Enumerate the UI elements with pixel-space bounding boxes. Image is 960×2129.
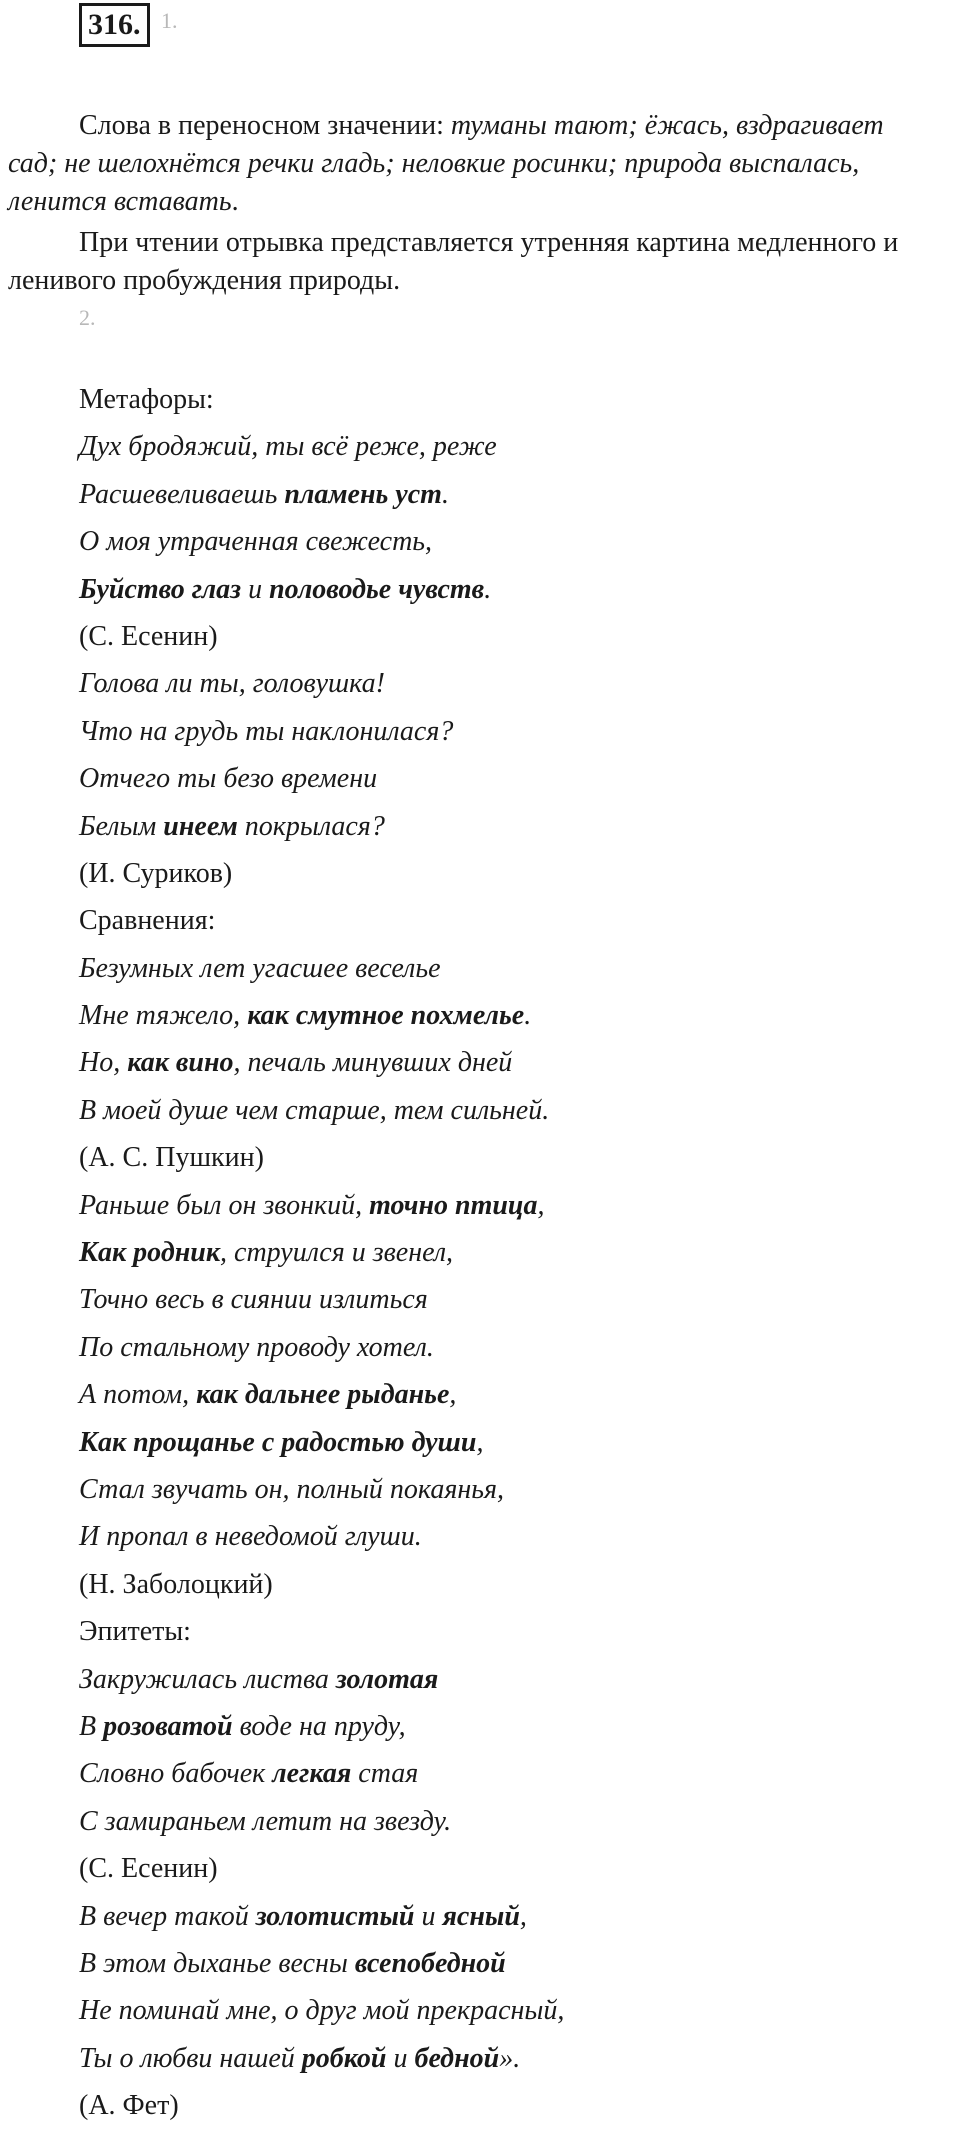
- line-text: (Н. Заболоцкий): [79, 1568, 273, 1600]
- paragraph-italic-text: сад; не шелохнётся речки гладь; неловкие росинки; природа выспалась,: [8, 148, 860, 179]
- line-text: В вечер такой: [79, 1900, 256, 1932]
- poem-line: [79, 471, 939, 518]
- paragraph-line: При чтении отрывка представляется утренняя картина медленного и: [79, 227, 899, 258]
- line-text: ».: [499, 2042, 521, 2074]
- line-text: Точно весь в сиянии излиться: [79, 1284, 428, 1316]
- line-text: А потом,: [79, 1379, 197, 1411]
- section-heading: [79, 897, 939, 944]
- poem-line: [79, 660, 939, 707]
- line-text: Что на грудь ты наклонилася?: [79, 715, 454, 747]
- line-text: Но,: [79, 1047, 128, 1079]
- poem-line: [79, 1703, 939, 1750]
- line-text: Белым: [79, 810, 164, 842]
- poem-line: [79, 1893, 939, 1940]
- author-attribution: [79, 1561, 939, 1608]
- paragraph-italic-text: туманы тают; ёжась, вздрагивает: [450, 110, 884, 141]
- line-text: В этом дыханье весны: [79, 1947, 355, 1979]
- poem-line: [79, 1229, 939, 1276]
- line-text: (С. Есенин): [79, 1853, 218, 1885]
- highlighted-phrase: робкой: [301, 2042, 387, 2074]
- highlighted-phrase: как смутное похмелье: [247, 1000, 525, 1032]
- poem-line: [79, 1798, 939, 1845]
- line-text: Раньше был он звонкий,: [79, 1189, 370, 1221]
- line-text: ,: [449, 1379, 457, 1411]
- poem-line: [79, 1987, 939, 2034]
- paragraph-end-punct: .: [231, 186, 239, 217]
- poem-line: [79, 1466, 939, 1513]
- line-text: Стал звучать он, полный покаянья,: [79, 1473, 504, 1505]
- highlighted-phrase: пламень уст: [284, 478, 442, 510]
- line-text: воде на пруду,: [232, 1710, 406, 1742]
- highlighted-phrase: половодье чувств: [269, 573, 485, 605]
- author-attribution: [79, 850, 939, 897]
- line-text: ,: [519, 1900, 527, 1932]
- poem-line: [79, 566, 939, 613]
- line-text: , струился и звенел,: [220, 1237, 454, 1269]
- line-text: и: [241, 573, 270, 605]
- paragraph-line: [8, 145, 958, 183]
- line-text: (А. Фет): [79, 2090, 179, 2122]
- highlighted-phrase: как дальнее рыданье: [196, 1379, 450, 1411]
- line-text: Мне тяжело,: [79, 1000, 248, 1032]
- line-text: И пропал в неведомой глуши.: [79, 1521, 422, 1553]
- poem-line: [79, 708, 939, 755]
- highlighted-phrase: легкая: [272, 1758, 352, 1790]
- author-attribution: [79, 2082, 939, 2129]
- poem-line: [79, 1087, 939, 1134]
- line-text: О моя утраченная свежесть,: [79, 526, 433, 558]
- line-text: Безумных лет угасшее веселье: [79, 952, 441, 984]
- paragraph-line: ленивого пробуждения природы.: [8, 265, 401, 296]
- poem-line: [79, 945, 939, 992]
- line-text: .: [524, 1000, 532, 1032]
- paragraph-figurative-words: [8, 107, 958, 221]
- line-text: Эпитеты:: [79, 1616, 191, 1648]
- paragraph-line: [8, 183, 958, 221]
- line-text: В моей душе чем старше, тем сильней.: [79, 1094, 550, 1126]
- line-text: Отчего ты безо времени: [79, 763, 378, 795]
- poem-line: [79, 1324, 939, 1371]
- line-text: Дух бродяжий, ты всё реже, реже: [79, 431, 497, 463]
- paragraph-reading-impression: [8, 224, 958, 300]
- poem-line: [79, 1750, 939, 1797]
- poem-line: [79, 1513, 939, 1560]
- author-attribution: [79, 1845, 939, 1892]
- line-text: ,: [537, 1189, 545, 1221]
- line-text: (С. Есенин): [79, 620, 218, 652]
- line-text: Расшевеливаешь: [79, 478, 285, 510]
- highlighted-phrase: Как родник: [79, 1237, 221, 1269]
- line-text: , печаль минувших дней: [233, 1047, 513, 1079]
- line-text: стая: [351, 1758, 419, 1790]
- line-text: покрылася?: [237, 810, 385, 842]
- line-text: .: [441, 478, 449, 510]
- paragraph-line: [8, 107, 958, 145]
- section-heading: [79, 376, 939, 423]
- poem-line: [79, 1371, 939, 1418]
- task-number-box: 316.: [79, 3, 150, 47]
- section-heading: [79, 1608, 939, 1655]
- line-text: Голова ли ты, головушка!: [79, 668, 385, 700]
- poem-line: [79, 1656, 939, 1703]
- line-text: Словно бабочек: [79, 1758, 273, 1790]
- examples-list: [79, 376, 939, 2129]
- highlighted-phrase: ясный: [442, 1900, 520, 1932]
- highlighted-phrase: всепобедной: [354, 1947, 506, 1979]
- line-text: (А. С. Пушкин): [79, 1142, 264, 1174]
- highlighted-phrase: розоватой: [103, 1710, 233, 1742]
- subtask-number-2: 2.: [79, 305, 96, 330]
- highlighted-phrase: Буйство глаз: [79, 573, 242, 605]
- highlighted-phrase: как вино: [127, 1047, 234, 1079]
- highlighted-phrase: золотая: [335, 1663, 439, 1695]
- subtask-number-1: 1.: [161, 8, 178, 33]
- poem-line: [79, 1039, 939, 1086]
- line-text: ,: [476, 1426, 484, 1458]
- poem-line: [79, 1276, 939, 1323]
- highlighted-phrase: золотистый: [255, 1900, 415, 1932]
- line-text: Ты о любви нашей: [79, 2042, 302, 2074]
- line-text: С замираньем летит на звезду.: [79, 1805, 452, 1837]
- highlighted-phrase: бедной: [414, 2042, 500, 2074]
- line-text: Метафоры:: [79, 384, 214, 415]
- highlighted-phrase: Как прощанье с радостью души: [79, 1426, 477, 1458]
- line-text: и: [414, 1900, 443, 1932]
- line-text: Закружилась листва: [79, 1663, 336, 1695]
- highlighted-phrase: инеем: [163, 810, 238, 842]
- poem-line: [79, 803, 939, 850]
- line-text: и: [386, 2042, 415, 2074]
- poem-line: [79, 2035, 939, 2082]
- line-text: Не поминай мне, о друг мой прекрасный,: [79, 1995, 565, 2027]
- poem-line: [79, 755, 939, 802]
- poem-line: [79, 423, 939, 470]
- paragraph-prefix: Слова в переносном значении:: [79, 110, 451, 141]
- author-attribution: [79, 1134, 939, 1181]
- paragraph-italic-text: ленится вставать: [8, 186, 232, 217]
- line-text: .: [484, 573, 492, 605]
- line-text: В: [79, 1710, 104, 1742]
- line-text: (И. Суриков): [79, 857, 233, 889]
- line-text: Сравнения:: [79, 905, 216, 937]
- poem-line: [79, 518, 939, 565]
- poem-line: [79, 992, 939, 1039]
- highlighted-phrase: точно птица: [369, 1189, 538, 1221]
- line-text: По стальному проводу хотел.: [79, 1331, 434, 1363]
- poem-line: [79, 1940, 939, 1987]
- poem-line: [79, 1182, 939, 1229]
- poem-line: [79, 1419, 939, 1466]
- author-attribution: [79, 613, 939, 660]
